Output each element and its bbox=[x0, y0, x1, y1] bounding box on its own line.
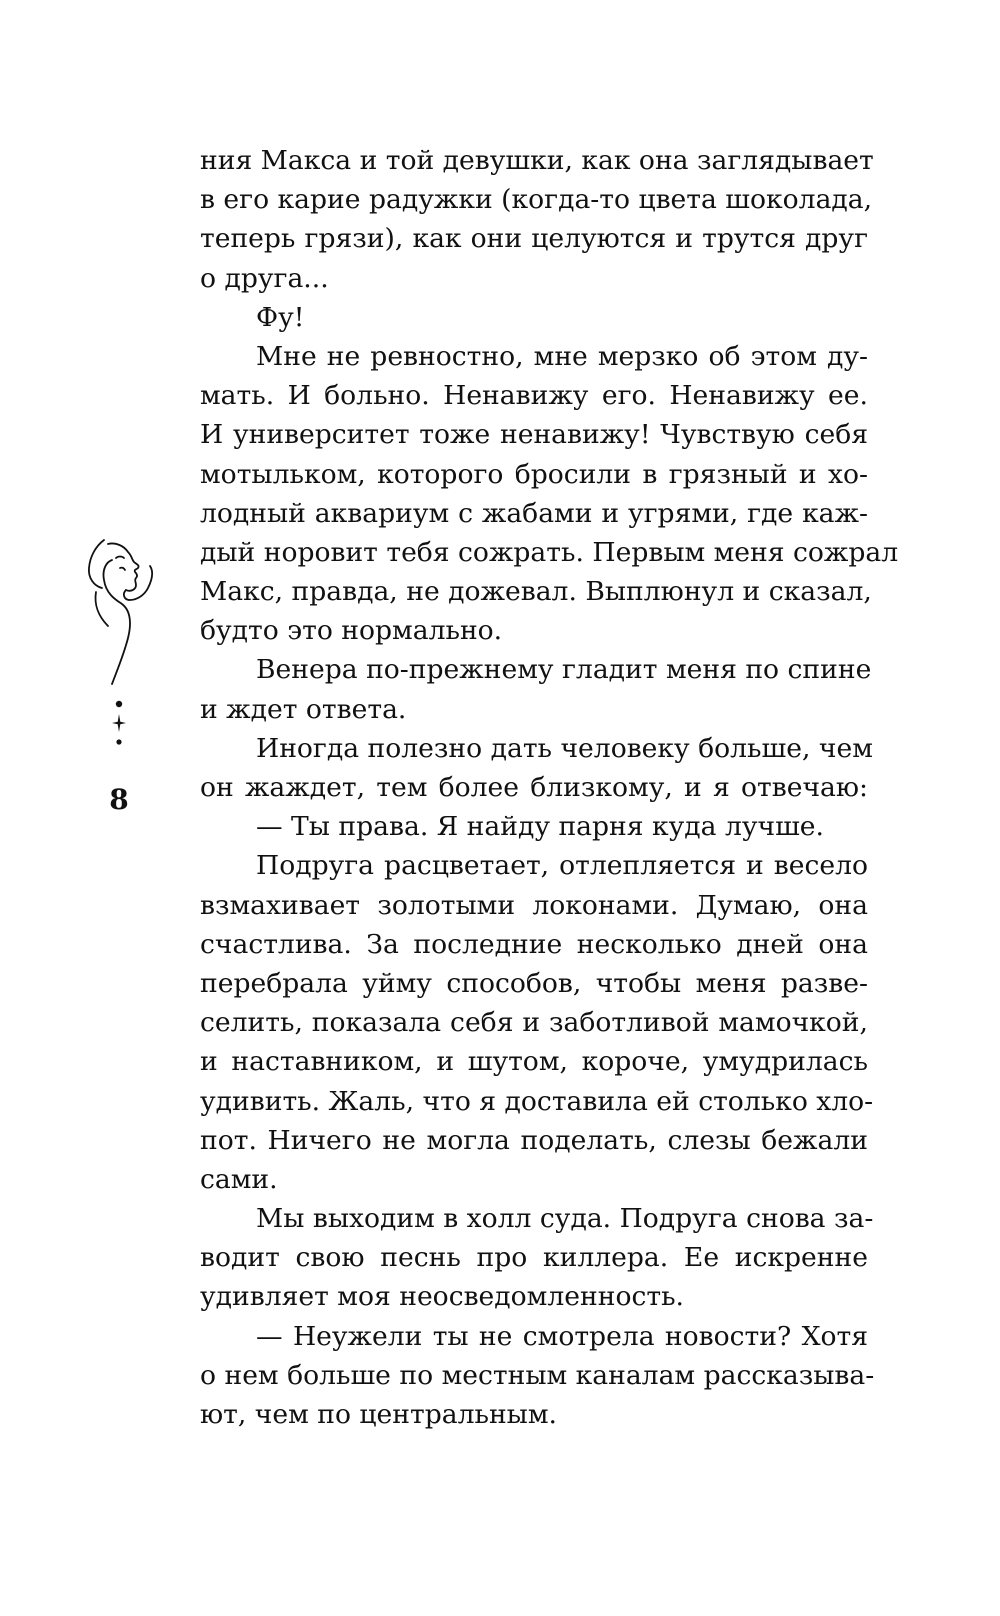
text-line: удивить. Жаль, что я доставила ей столько хло- bbox=[200, 1085, 874, 1117]
text-line: ния Макса и той девушки, как она заглядывает bbox=[200, 145, 874, 176]
star-dots-ornament-icon bbox=[108, 700, 130, 748]
text-line: сами. bbox=[200, 1163, 278, 1195]
text-line: Макс, правда, не дожевал. Выплюнул и сказал, bbox=[200, 576, 872, 608]
text-line: и наставником, и шутом, короче, умудрилась bbox=[200, 1046, 868, 1078]
text-line: Мы выходим в холл суда. Подруга снова за- bbox=[256, 1203, 874, 1235]
text-line: — Неужели ты не смотрела новости? Хотя bbox=[256, 1320, 868, 1352]
text-line: о нем больше по местным каналам рассказыва- bbox=[200, 1359, 875, 1391]
text-line: теперь грязи), как они целуются и трутся друг bbox=[200, 223, 868, 255]
text-line: ют, чем по центральным. bbox=[200, 1399, 557, 1430]
text-line: в его карие радужки (когда-то цвета шоколада, bbox=[200, 184, 873, 216]
text-line: лодный аквариум с жабами и угрями, где каж- bbox=[200, 497, 868, 529]
text-line: пот. Ничего не могла поделать, слезы бежали bbox=[200, 1124, 868, 1156]
text-line: Мне не ревностно, мне мерзко об этом ду- bbox=[256, 340, 868, 372]
text-line: селить, показала себя и заботливой мамочкой, bbox=[200, 1007, 868, 1039]
body-text bbox=[200, 141, 899, 1434]
text-line: Подруга расцветает, отлепляется и весело bbox=[256, 850, 868, 882]
text-line: счастлива. За последние несколько дней она bbox=[200, 928, 868, 960]
text-line: мать. И больно. Ненавижу его. Ненавижу ее. bbox=[200, 380, 868, 412]
text-line: мотыльком, которого бросили в грязный и хо- bbox=[200, 458, 868, 490]
text-line: будто это нормально. bbox=[200, 615, 503, 647]
text-line: Иногда полезно дать человеку больше, чем bbox=[256, 732, 873, 764]
text-line: — Ты права. Я найду парня куда лучше. bbox=[256, 811, 824, 843]
text-line: Фу! bbox=[256, 301, 305, 333]
text-line: удивляет моя неосведомленность. bbox=[200, 1281, 684, 1313]
text-line: перебрала уйму способов, чтобы меня разве- bbox=[200, 967, 868, 999]
text-line: и ждет ответа. bbox=[200, 693, 407, 725]
text-line: И университет тоже ненавижу! Чувствую себя bbox=[200, 419, 868, 451]
text-line: он жаждет, тем более близкому, и я отвечаю: bbox=[200, 772, 868, 803]
page-number: 8 bbox=[109, 783, 129, 816]
text-line: взмахивает золотыми локонами. Думаю, она bbox=[200, 889, 868, 921]
text-line: дый норовит тебя сожрать. Первым меня сожрал bbox=[200, 536, 899, 568]
woman-profile-line-art-icon bbox=[86, 538, 166, 688]
text-line: водит свою песнь про киллера. Ее искренне bbox=[200, 1242, 868, 1274]
text-line: Венера по-прежнему гладит меня по спине bbox=[256, 654, 872, 686]
text-line: о друга... bbox=[200, 262, 329, 294]
